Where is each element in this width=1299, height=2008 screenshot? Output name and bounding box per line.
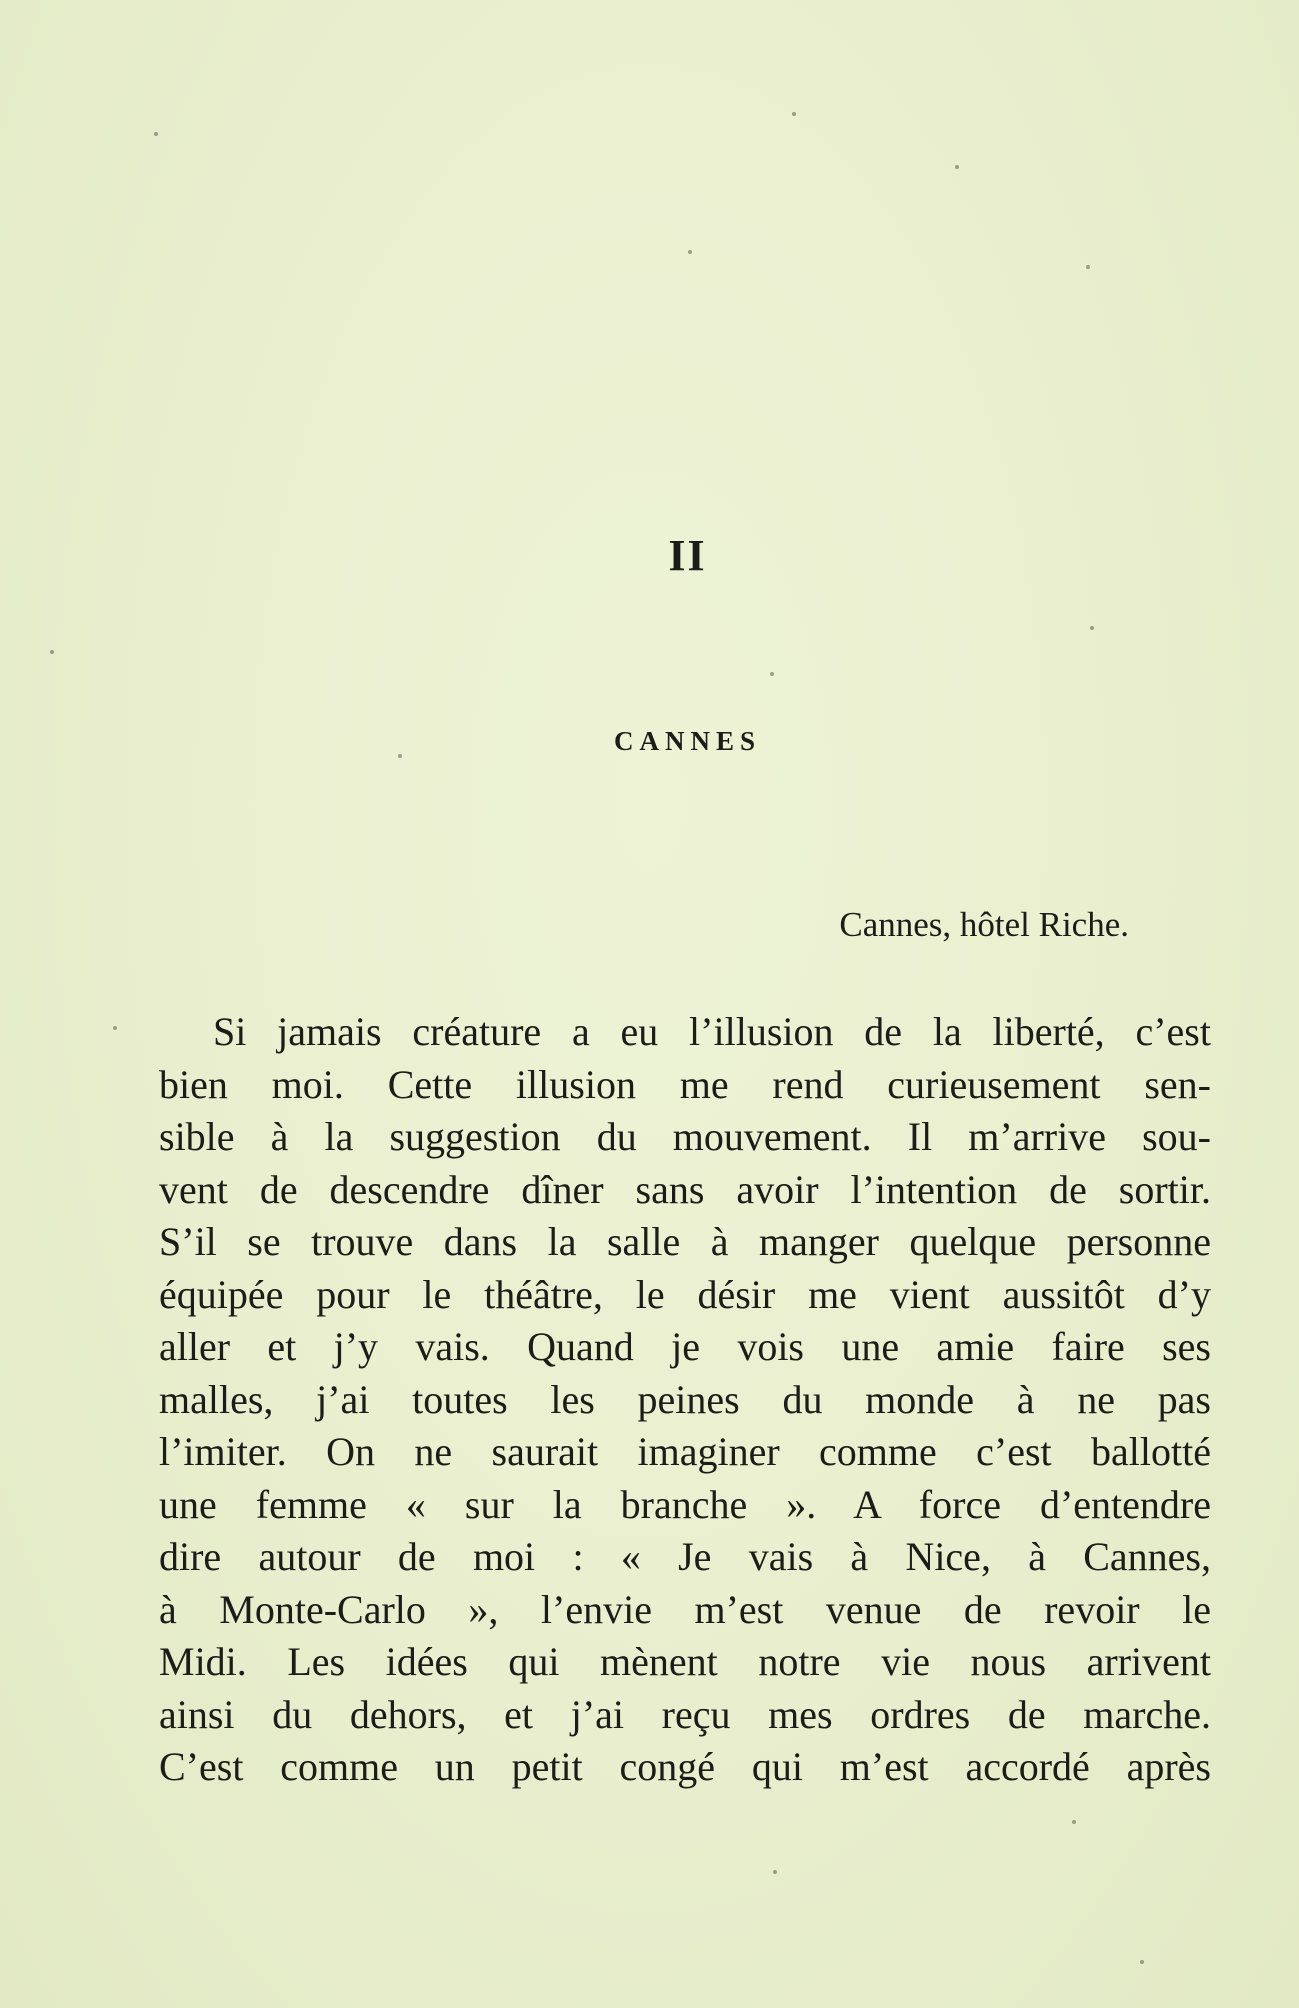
text-line: ainsi du dehors, et j’ai reçu mes ordres de marche.: [159, 1691, 1211, 1737]
text-line: sible à la suggestion du mouvement. Il m’arrive sou-: [159, 1114, 1211, 1159]
paper-speck: [688, 250, 692, 254]
paper-speck: [1072, 1820, 1076, 1824]
body-paragraph: [159, 1006, 1211, 1794]
paper-speck: [773, 1870, 777, 1874]
text-line: à Monte-Carlo », l’envie m’est venue de revoir le: [159, 1586, 1211, 1632]
text-line: l’imiter. On ne saurait imaginer comme c’est ballotté: [159, 1429, 1211, 1474]
paper-speck: [1086, 265, 1090, 269]
chapter-title: CANNES: [613, 726, 762, 756]
paper-speck: [50, 650, 54, 654]
dateline: Cannes, hôtel Riche.: [839, 905, 1129, 944]
text-line: vent de descendre dîner sans avoir l’intention de sortir.: [159, 1166, 1211, 1212]
paper-speck: [1090, 626, 1094, 630]
text-line: S’il se trouve dans la salle à manger quelque personne: [159, 1219, 1211, 1264]
text-line: C’est comme un petit congé qui m’est accordé après: [159, 1744, 1211, 1789]
paper-speck: [792, 112, 796, 116]
text-line: Si jamais créature a eu l’illusion de la liberté, c’est: [213, 1009, 1211, 1054]
text-line: équipée pour le théâtre, le désir me vient aussitôt d’y: [159, 1271, 1211, 1317]
text-line: Midi. Les idées qui mènent notre vie nous arrivent: [159, 1639, 1211, 1684]
text-line: malles, j’ai toutes les peines du monde à ne pas: [159, 1376, 1211, 1422]
text-line: aller et j’y vais. Quand je vois une amie faire ses: [159, 1324, 1211, 1369]
chapter-number: II: [668, 531, 707, 580]
paper-speck: [770, 672, 774, 676]
paper-speck: [955, 165, 959, 169]
text-line: bien moi. Cette illusion me rend curieusement sen-: [159, 1061, 1211, 1107]
paper-speck: [113, 1026, 117, 1030]
paper-speck: [1140, 1960, 1144, 1964]
text-line: dire autour de moi : « Je vais à Nice, à Cannes,: [159, 1534, 1211, 1579]
text-line: une femme « sur la branche ». A force d’entendre: [159, 1481, 1211, 1527]
paper-speck: [154, 132, 158, 136]
